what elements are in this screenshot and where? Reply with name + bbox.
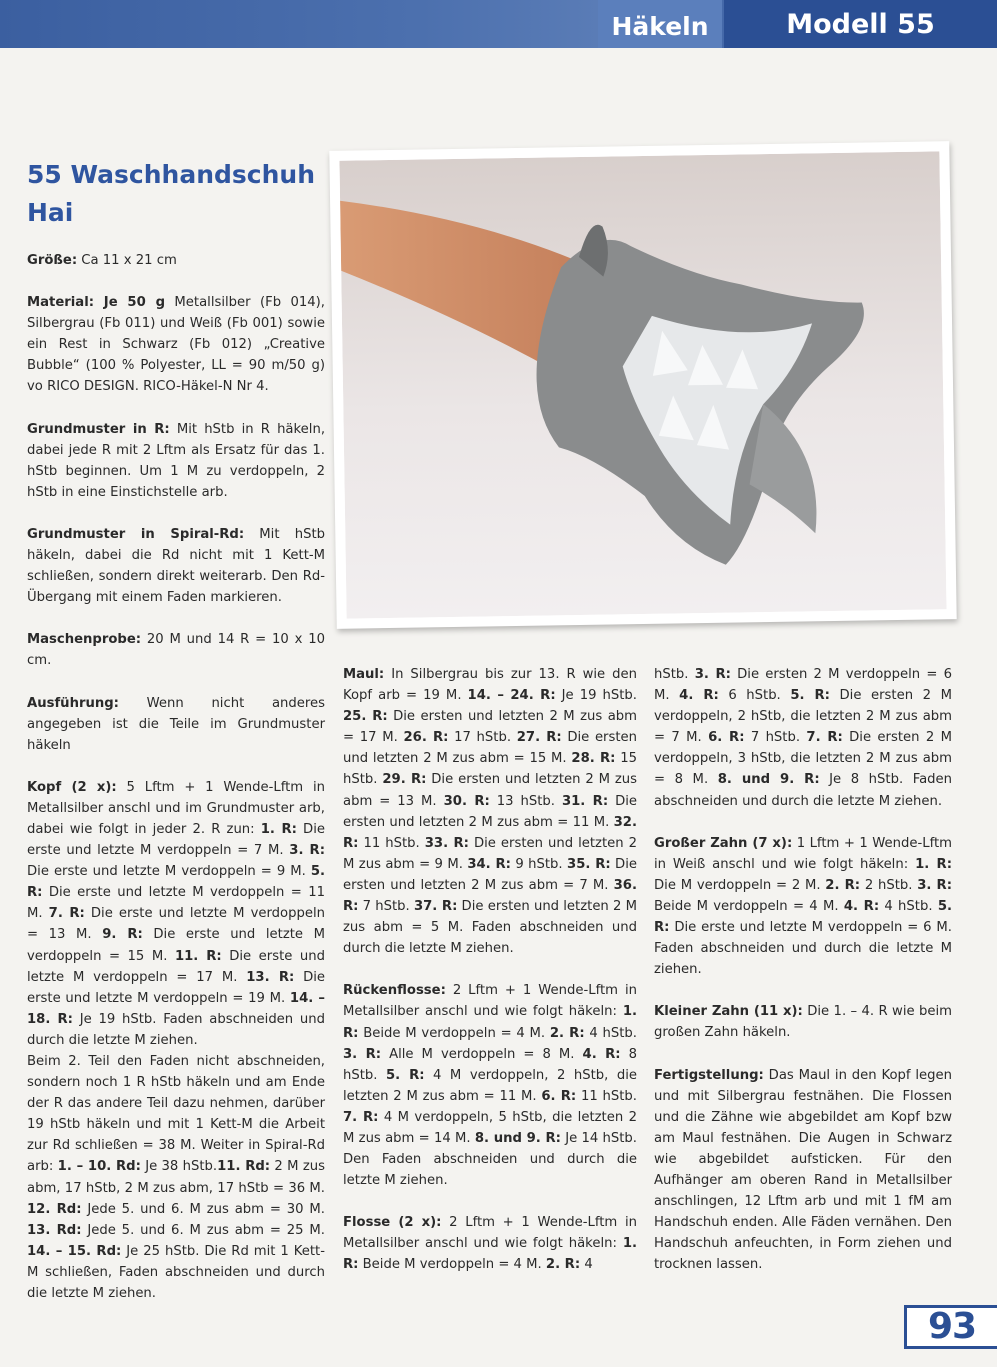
basic-pattern-rows-paragraph: Grundmuster in R: Mit hStb in R häkeln, dabei jede R mit 2 Lftm als Ersatz für das 1. hStb beginnen. Um 1 M zu verdoppeln, 2 hStb in eine Einstichstelle arb. [27,421,326,500]
product-photo [329,141,956,629]
model-label: Modell 55 [724,0,997,48]
big-tooth-paragraph: Großer Zahn (7 x): 1 Lftm + 1 Wende-Lftm in Weiß anschl und wie folgt häkeln: 1. R: Die M verdoppeln = 2 M. 2. R: 2 hStb. 3. R: Beide M verdoppeln = 4 M. 4. R: 4 hStb. 5. R: Die erste und letzte M verdoppeln = 6 M. Faden abschneiden und durch die letzte M ziehen. [654,835,952,978]
shark-mitt-illustration [339,151,946,618]
page-header [0,0,997,48]
finishing-paragraph: Fertigstellung: Das Maul in den Kopf legen und mit Silbergrau festnähen. Die Flossen und die Zähne wie abgebildet am Kopf bzw am Maul festnähen. Die Augen in Schwarz wie abgebildet aufsticken. Für den Aufhänger am oberen Rand in Metallsilber anschlingen, 12 Lftm arb und mit 1 fM am Handschuh enden. Alle Fäden vernähen. Den Handschuh anfeuchten, in Form ziehen und trocknen lassen. [654,1067,952,1273]
column-middle [343,664,637,1276]
execution-paragraph: Ausführung: Wenn nicht anderes angegeben ist die Teile im Grundmuster häkeln [27,695,325,753]
title-line-1: 55 Waschhandschuh [27,160,316,189]
size-paragraph: Größe: Ca 11 x 21 cm [27,253,177,268]
column-right [654,664,952,1275]
fin-paragraph: Flosse (2 x): 2 Lftm + 1 Wende-Lftm in Metallsilber anschl und wie folgt häkeln: 1. R: Beide M verdoppeln = 4 M. 2. R: 4 [343,1215,637,1273]
material-paragraph: Material: Je 50 g Metallsilber (Fb 014), Silbergrau (Fb 011) und Weiß (Fb 001) sowie ein Rest in Schwarz (Fb 012) „Creative Bubble“ (100 % Polyester, LL = 90 m/50 g) vo RICO DESIGN. RICO-Häkel-N Nr 4. [27,295,325,395]
small-tooth-paragraph: Kleiner Zahn (11 x): Die 1. – 4. R wie beim großen Zahn häkeln. [654,1004,952,1041]
pattern-title [27,156,327,232]
dorsal-fin-paragraph: Rückenflosse: 2 Lftm + 1 Wende-Lftm in Metallsilber anschl und wie folgt häkeln: 1. R: Beide M verdoppeln = 4 M. 2. R: 4 hStb. 3. R: Alle M verdoppeln = 8 M. 4. R: 8 hStb. 5. R: 4 M verdoppeln, 2 hStb, die letzten 2 M zus abm = 11 M. 6. R: 11 hStb. 7. R: 4 M verdoppeln, 5 hStb, die letzten 2 M zus abm = 14 M. 8. und 9. R: Je 14 hStb. Den Faden abschneiden und durch die letzte M ziehen. [343,983,637,1189]
header-band [0,0,600,48]
basic-pattern-spiral-paragraph: Grundmuster in Spiral-Rd: Mit hStb häkeln, dabei die Rd nicht mit 1 Kett-M schließen, sondern direkt weiterarb. Den Rd-Übergang mit einem Faden markieren. [27,526,325,606]
section-label: Häkeln [598,0,722,48]
column-left [27,250,325,1304]
gauge-paragraph: Maschenprobe: 20 M und 14 R = 10 x 10 cm. [27,632,325,669]
page-number: 93 [904,1305,997,1349]
head-part2-paragraph: Beim 2. Teil den Faden nicht abschneiden, sondern noch 1 R hStb häkeln und am Ende der R das andere Teil dazu nehmen, darüber 19 hStb häkeln und mit 1 Kett-M die Arbeit zur Rd schließen = 38 M. Weiter in Spiral-Rd arb: 1. – 10. Rd: Je 38 hStb.11. Rd: 2 M zus abm, 17 hStb, 2 M zus abm, 17 hStb = 36 M. 12. Rd: Jede 5. und 6. M zus abm = 30 M. 13. Rd: Jede 5. und 6. M zus abm = 25 M. 14. – 15. Rd: Je 25 hStb. Die Rd mit 1 Kett-M schließen, Faden abschneiden und durch die letzte M ziehen. [27,1054,325,1302]
mouth-paragraph: Maul: In Silbergrau bis zur 13. R wie den Kopf arb = 19 M. 14. – 24. R: Je 19 hStb. 25. R: Die ersten und letzten 2 M zus abm = 17 M. 26. R: 17 hStb. 27. R: Die ersten und letzten 2 M zus abm = 15 M. 28. R: 15 hStb. 29. R: Die ersten und letzten 2 M zus abm = 13 M. 30. R: 13 hStb. 31. R: Die ersten und letzten 2 M zus abm = 11 M. 32. R: 11 hStb. 33. R: Die ersten und letzten 2 M zus abm = 9 M. 34. R: 9 hStb. 35. R: Die ersten und letzten 2 M zus abm = 7 M. 36. R: 7 hStb. 37. R: Die ersten und letzten 2 M zus abm = 5 M. Faden abschneiden und durch die letzte M ziehen. [343,667,638,957]
fin-continued-paragraph: hStb. 3. R: Die ersten 2 M verdoppeln = 6 M. 4. R: 6 hStb. 5. R: Die ersten 2 M verdoppeln, 2 hStb, die letzten 2 M zus abm = 7 M. 6. R: 7 hStb. 7. R: Die ersten 2 M verdoppeln, 3 hStb, die letzten 2 M zus abm = 8 M. 8. und 9. R: Je 8 hStb. Faden abschneiden und durch die letzte M ziehen. [654,667,953,809]
title-line-2: Hai [27,198,74,227]
head-paragraph: Kopf (2 x): 5 Lftm + 1 Wende-Lftm in Metallsilber anschl und im Grundmuster arb, dabei wie folgt in jeder 2. R zun: 1. R: Die erste und letzte M verdoppeln = 7 M. 3. R: Die erste und letzte M verdoppeln = 9 M. 5. R: Die erste und letzte M verdoppeln = 11 M. 7. R: Die erste und letzte M verdoppeln = 13 M. 9. R: Die erste und letzte M verdoppeln = 15 M. 11. R: Die erste und letzte M verdoppeln = 17 M. 13. R: Die erste und letzte M verdoppeln = 19 M. 14. – 18. R: Je 19 hStb. Faden abschneiden und durch die letzte M ziehen. [27,779,326,1048]
